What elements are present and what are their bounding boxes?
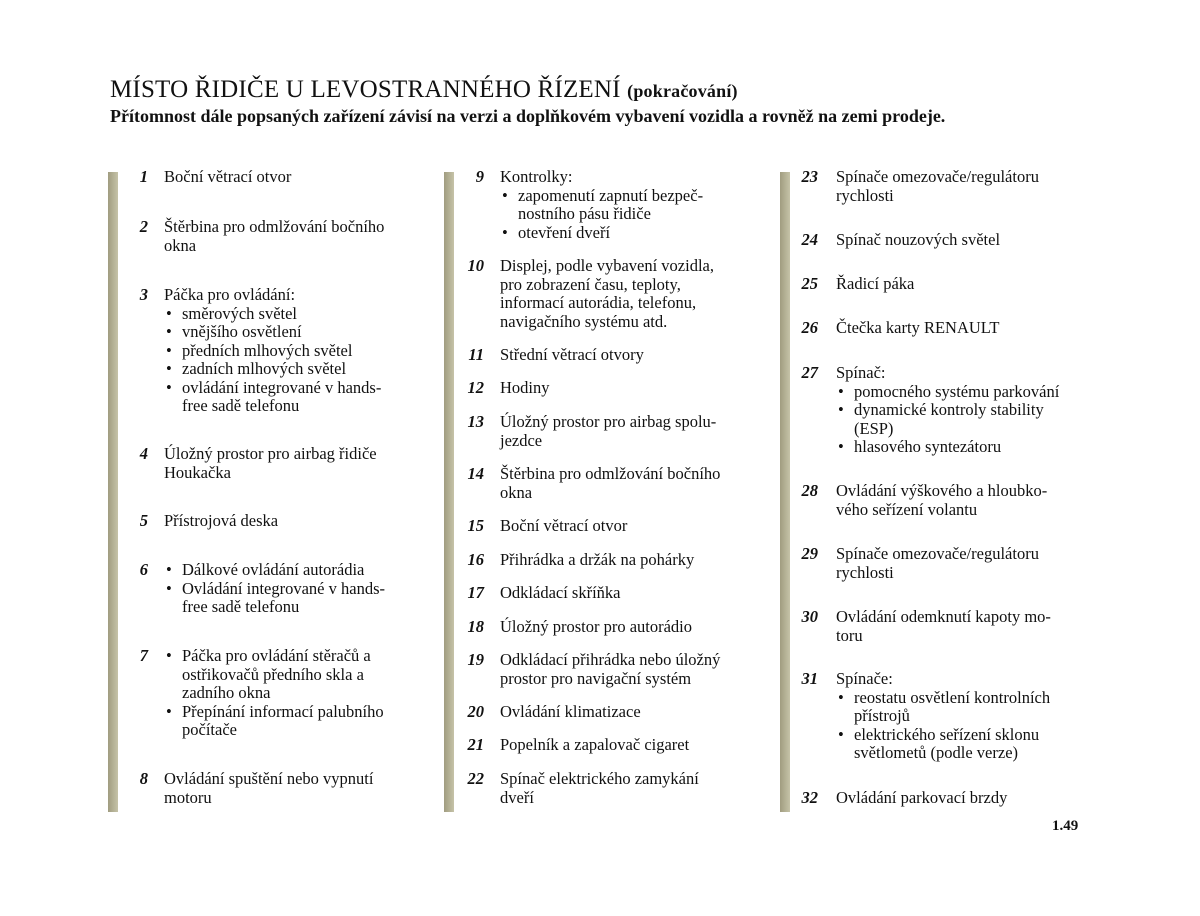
item-text: Střední větrací otvory: [500, 345, 644, 364]
item-number: 13: [467, 412, 484, 431]
item-number: 16: [467, 550, 484, 569]
item-number: 1: [139, 167, 148, 186]
item-number: 19: [467, 650, 484, 669]
item-text: Úložný prostor pro autorádio: [500, 617, 692, 636]
item-number: 23: [801, 167, 818, 186]
item-number: 21: [467, 735, 484, 754]
item-number: 17: [467, 583, 484, 602]
item-number: 9: [475, 167, 484, 186]
item-number: 7: [139, 646, 148, 665]
item-text: Displej, podle vybavení vozidla, pro zobrazení času, teploty, informací autorádia, telefonu, navigačního systému atd.: [500, 256, 714, 331]
item-text: Boční větrací otvor: [500, 516, 628, 535]
item-text: Přístrojová deska: [164, 511, 279, 530]
item-number: 24: [801, 230, 818, 249]
item-number: 30: [801, 607, 818, 626]
item-text: Štěrbina pro odmlžování bočního okna: [500, 464, 721, 502]
item-text: Úložný prostor pro airbag spolu- jezdce: [500, 412, 717, 450]
item-text: Spínače: • reostatu osvětlení kontrolních přístrojů • elektrického seřízení sklonu světlometů (podle verze): [836, 670, 1088, 763]
item-number: 26: [801, 318, 818, 337]
item-number: 15: [467, 516, 484, 535]
item-text: • Dálkové ovládání autorádia • Ovládání integrované v hands- free sadě telefonu: [164, 561, 418, 617]
title-main: MÍSTO ŘIDIČE U LEVOSTRANNÉHO ŘÍZENÍ: [110, 76, 621, 103]
item-text: Ovládání výškového a hloubko- vého seřízení volantu: [836, 481, 1048, 519]
item-number: 28: [801, 481, 818, 500]
item-text: Odkládací přihrádka nebo úložný prostor pro navigační systém: [500, 650, 721, 688]
item-text: Řadicí páka: [836, 274, 915, 293]
item-number: 20: [467, 702, 484, 721]
item-number: 25: [801, 274, 818, 293]
item-text: Kontrolky: • zapomenutí zapnutí bezpeč- nostního pásu řidiče • otevření dveří: [500, 168, 754, 242]
item-number: 18: [467, 617, 484, 636]
item-text: Spínač nouzových světel: [836, 230, 1001, 249]
item-number: 10: [467, 256, 484, 275]
item-text: Spínač elektrického zamykání dveří: [500, 769, 699, 807]
item-text: Přihrádka a držák na pohárky: [500, 550, 695, 569]
item-number: 5: [139, 511, 148, 530]
column-1-marker-bar: [108, 172, 118, 812]
item-text: Spínače omezovače/regulátoru rychlosti: [836, 544, 1039, 582]
item-number: 4: [139, 444, 148, 463]
item-text: Popelník a zapalovač cigaret: [500, 735, 690, 754]
item-number: 27: [801, 363, 818, 382]
item-text: Štěrbina pro odmlžování bočního okna: [164, 217, 385, 255]
item-text: Hodiny: [500, 378, 550, 397]
page-subtitle: Přítomnost dále popsaných zařízení závisí na verzi a doplňkovém vybavení vozidla a rovněž na zemi prodeje.: [110, 106, 946, 126]
item-text: • Páčka pro ovládání stěračů a ostřikovačů předního skla a zadního okna • Přepínání informací palubního počítače: [164, 647, 418, 740]
item-text: Ovládání klimatizace: [500, 702, 641, 721]
item-text: Odkládací skříňka: [500, 583, 621, 602]
item-number: 14: [467, 464, 484, 483]
item-number: 29: [801, 544, 818, 563]
item-number: 2: [139, 217, 148, 236]
item-text: Ovládání odemknutí kapoty mo- toru: [836, 607, 1051, 645]
item-text: Úložný prostor pro airbag řidiče Houkačka: [164, 444, 377, 482]
item-number: 11: [468, 345, 484, 364]
item-number: 6: [139, 560, 148, 579]
page-number: 1.49: [1052, 818, 1079, 834]
item-number: 22: [467, 769, 484, 788]
item-text: Ovládání spuštění nebo vypnutí motoru: [164, 769, 374, 807]
item-number: 31: [801, 669, 818, 688]
item-number: 12: [467, 378, 484, 397]
item-text: Ovládání parkovací brzdy: [836, 788, 1008, 807]
item-text: Spínače omezovače/regulátoru rychlosti: [836, 167, 1039, 205]
item-text: Páčka pro ovládání: • směrových světel • vnějšího osvětlení • předních mlhových světel • zadních mlhových světel • ovládání integrované v hands- free sadě telefonu: [164, 286, 418, 416]
item-text: Čtečka karty RENAULT: [836, 318, 1000, 337]
page-title: [110, 76, 738, 104]
item-text: Boční větrací otvor: [164, 167, 292, 186]
item-number: 32: [801, 788, 818, 807]
item-text: Spínač: • pomocného systému parkování • dynamické kontroly stability (ESP) • hlasového syntezátoru: [836, 364, 1088, 457]
item-number: 3: [139, 285, 148, 304]
item-number: 8: [139, 769, 148, 788]
title-continuation: (pokračování): [627, 81, 738, 101]
